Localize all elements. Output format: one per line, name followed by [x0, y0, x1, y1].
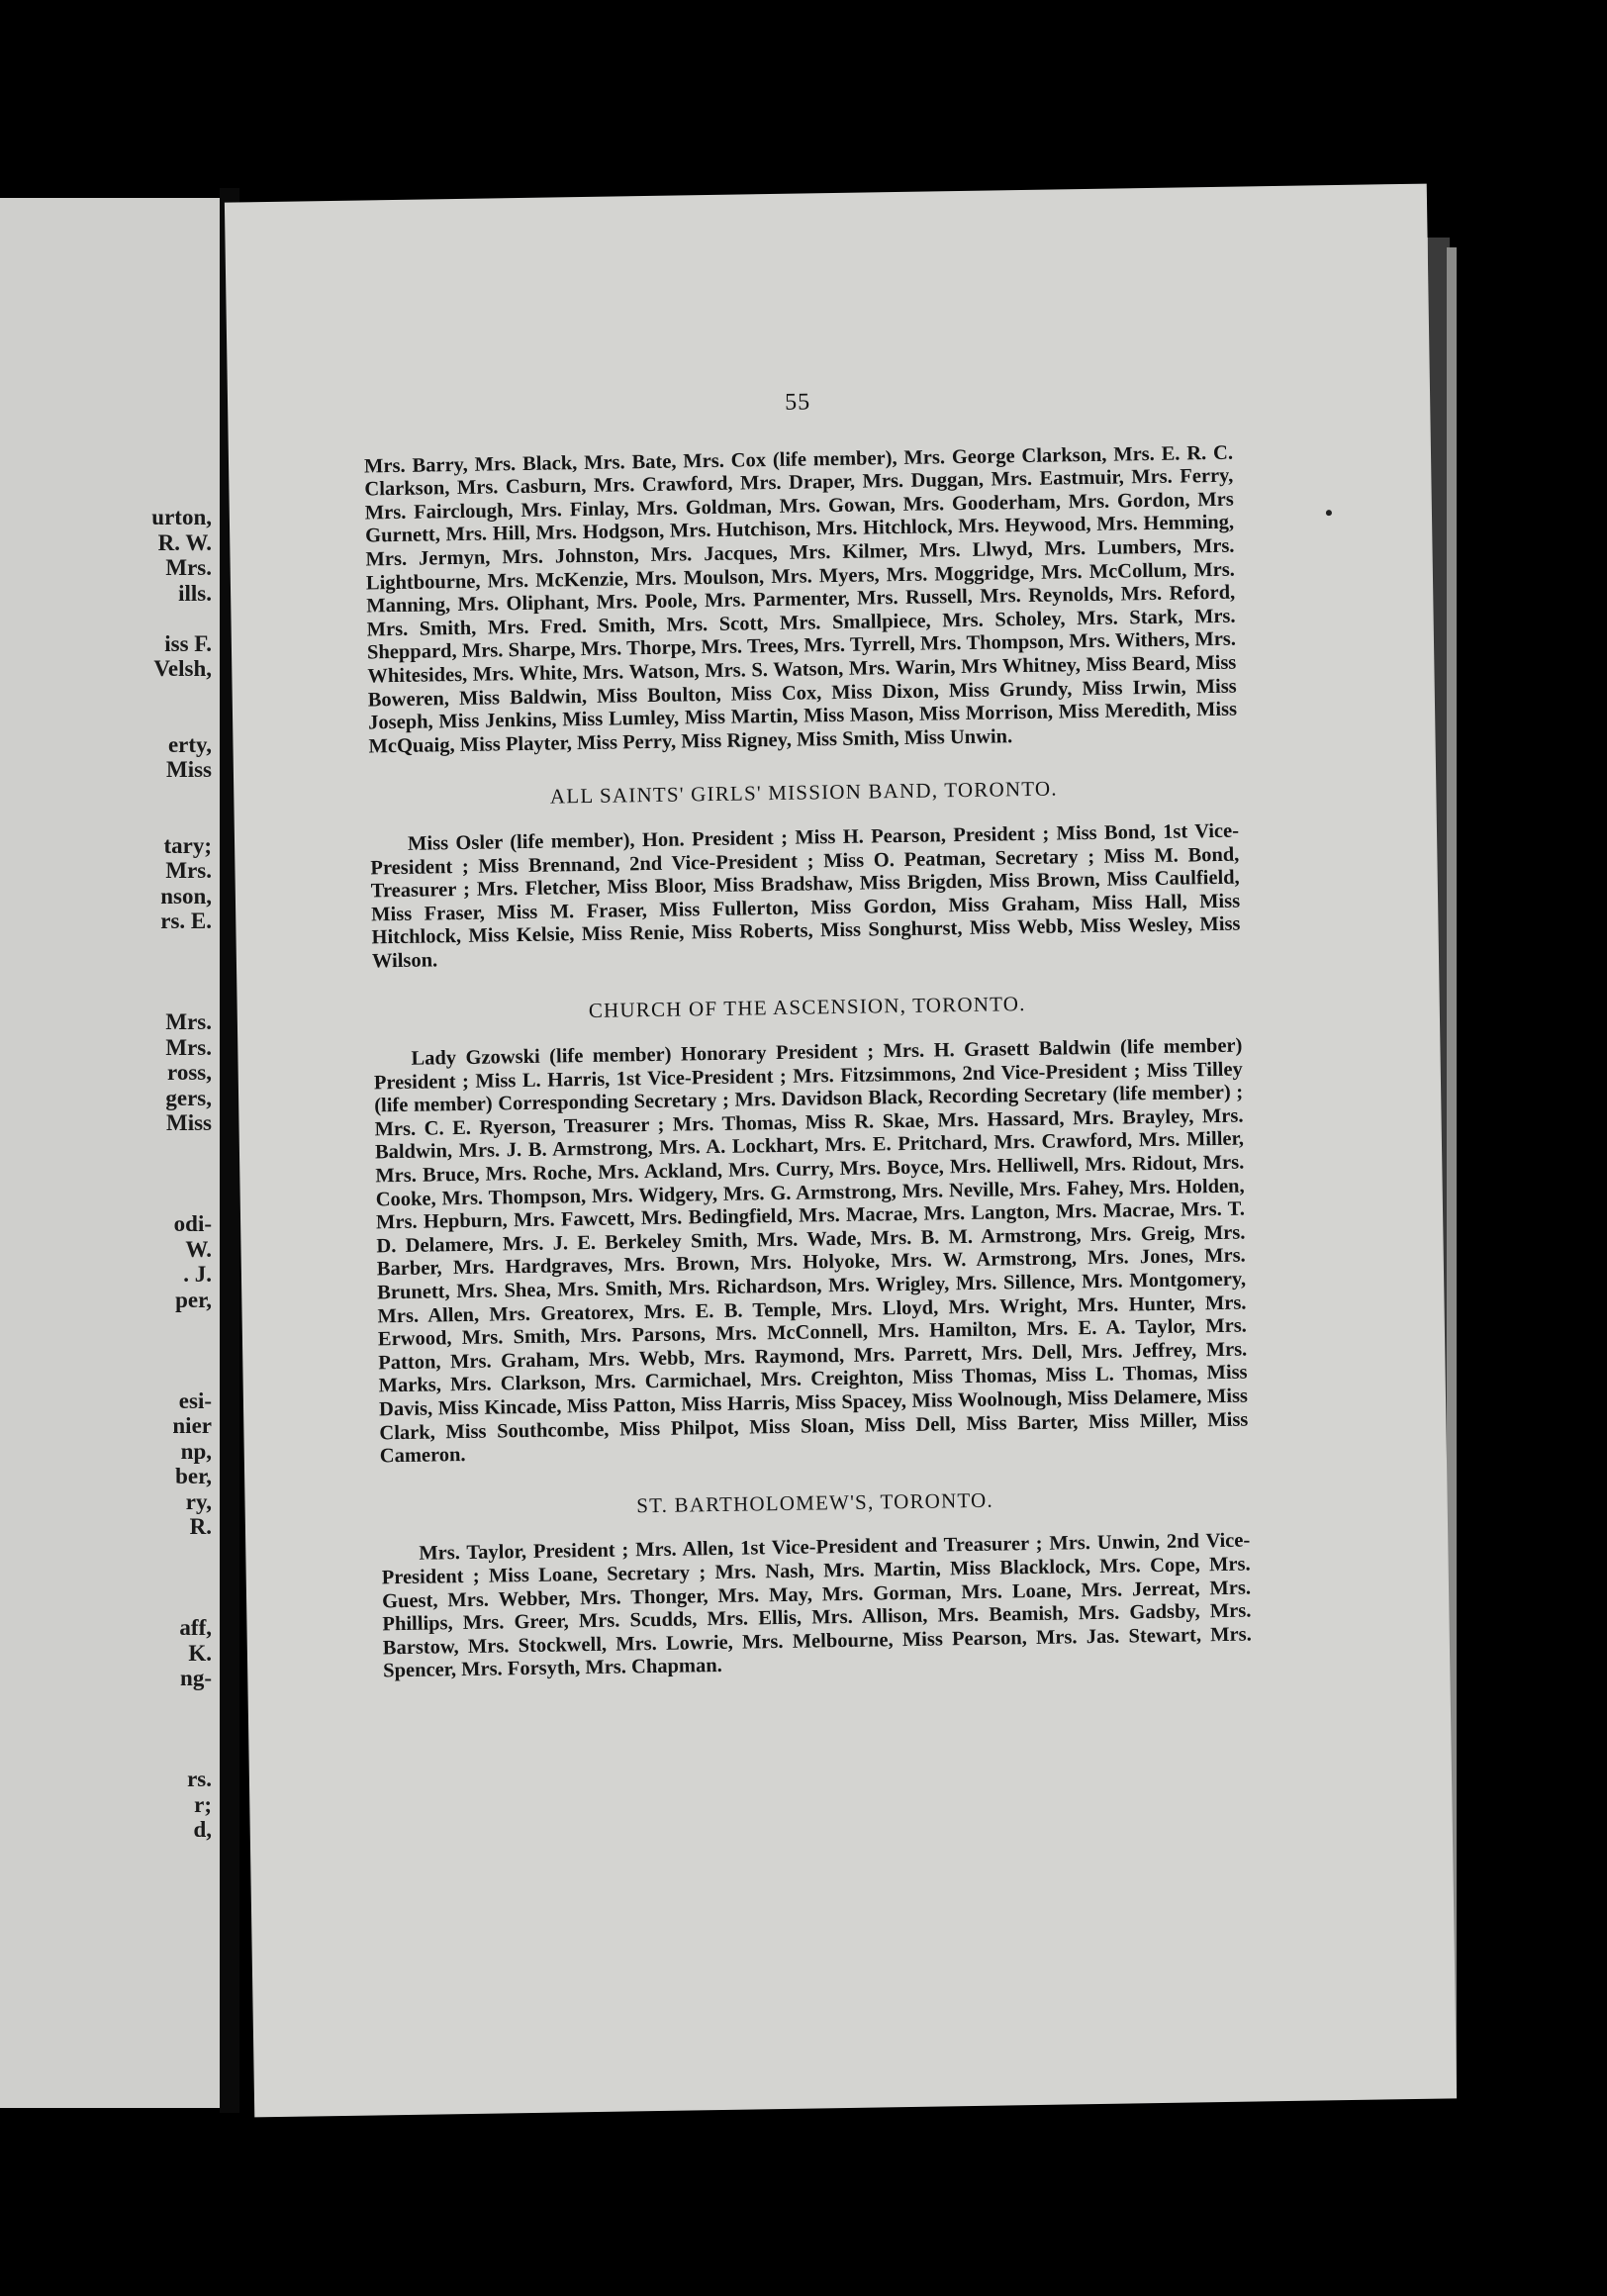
left-page-line: R. W.: [157, 529, 212, 555]
left-page-line: d,: [193, 1817, 212, 1842]
left-page-line: aff,: [179, 1615, 212, 1640]
left-page-line: np,: [180, 1438, 212, 1464]
left-page-line: iss F.: [164, 630, 212, 656]
left-page-line: Mrs.: [165, 555, 212, 580]
left-page-line: Miss: [166, 757, 212, 782]
members-list-all-saints: Miss Osler (life member), Hon. President ; Miss H. Pearson, President ; Miss Bond, 1st Vice-President ; Miss Brennand, 2nd Vice-President ; Miss O. Peatman, Secretary ; Miss M. Bond, Treasurer ; Mrs. Fletcher, Miss Bloor, Miss Bradshaw, Miss Brigden, Miss Brown, Miss Caulfield, Miss Fraser, Miss M. Fraser, Miss Fullerton, Miss Gordon, Miss Graham, Miss Hall, Miss Hitchlock, Miss Kelsie, Miss Renie, Miss Roberts, Miss Songhurst, Miss Webb, Miss Wesley, Miss Wilson.: [370, 819, 1241, 973]
left-page-line: tary;: [163, 832, 212, 858]
left-page-line: Mrs.: [165, 1034, 212, 1060]
left-page-line: ber,: [175, 1464, 212, 1488]
left-page-line: Mrs.: [165, 858, 212, 883]
members-list-ascension: Lady Gzowski (life member) Honorary President ; Mrs. H. Grasett Baldwin (life member) President ; Miss L. Harris, 1st Vice-President ; Mrs. Fitzsimmons, 2nd Vice-President ; Miss Tilley (life member) Corresponding Secretary ; Mrs. Davidson Black, Recording Secretary (life member) ; Mrs. C. E. Ryerson, Treasurer ; Mrs. Thomas, Miss R. Skae, Mrs. Hassard, Mrs. Brayley, Mrs. Baldwin, Mrs. J. B. Armstrong, Mrs. A. Lockhart, Mrs. E. Pritchard, Mrs. Crawford, Mrs. Miller, Mrs. Bruce, Mrs. Roche, Mrs. Ackland, Mrs. Curry, Mrs. Boyce, Mrs. Helliwell, Mrs. Ridout, Mrs. Cooke, Mrs. Thompson, Mrs. Widgery, Mrs. G. Armstrong, Mrs. Neville, Mrs. Fahey, Mrs. Holden, Mrs. Hepburn, Mrs. Fawcett, Mrs. Bedingfield, Mrs. Macrae, Mrs. Langton, Mrs. Macrae, Mrs. T. D. Delamere, Mrs. J. E. Berkeley Smith, Mrs. Wade, Mrs. B. M. Armstrong, Mrs. Greig, Mrs. Barber, Mrs. Hardgraves, Mrs. Brown, Mrs. Holyoke, Mrs. W. Armstrong, Mrs. Jones, Mrs. Brunett, Mrs. Shea, Mrs. Smith, Mrs. Richardson, Mrs. Wrigley, Mrs. Sillence, Mrs. Montgomery, Mrs. Allen, Mrs. Greatorex, Mrs. E. B. Temple, Mrs. Lloyd, Mrs. Wright, Mrs. Hunter, Mrs. Erwood, Mrs. Smith, Mrs. Parsons, Mrs. McConnell, Mrs. Hamilton, Mrs. E. A. Taylor, Mrs. Patton, Mrs. Graham, Mrs. Webb, Mrs. Raymond, Mrs. Parrett, Mrs. Dell, Mrs. Jeffrey, Mrs. Marks, Mrs. Clarkson, Mrs. Carmichael, Mrs. Creighton, Miss Thomas, Miss L. Thomas, Miss Davis, Miss Kincade, Miss Patton, Miss Harris, Miss Spacey, Miss Woolnough, Miss Delamere, Miss Clark, Miss Southcombe, Miss Philpot, Miss Sloan, Miss Dell, Miss Barter, Miss Miller, Miss Cameron.: [373, 1034, 1249, 1468]
left-page-line: esi-: [178, 1387, 212, 1413]
members-list-opening: Mrs. Barry, Mrs. Black, Mrs. Bate, Mrs. Cox (life member), Mrs. George Clarkson, Mrs. E. R. C. Clarkson, Mrs. Casburn, Mrs. Crawford, Mrs. Draper, Mrs. Duggan, Mrs. Eastmuir, Mrs. Ferry, Mrs. Fairclough, Mrs. Finlay, Mrs. Goldman, Mrs. Gowan, Mrs. Gooderham, Mrs. Gordon, Mrs Gurnett, Mrs. Hill, Mrs. Hodgson, Mrs. Hutchison, Mrs. Hitchlock, Mrs. Heywood, Mrs. Hemming, Mrs. Jermyn, Mrs. Johnston, Mrs. Jacques, Mrs. Kilmer, Mrs. Llwyd, Mrs. Lumbers, Mrs. Lightbourne, Mrs. McKenzie, Mrs. Moulson, Mrs. Myers, Mrs. Moggridge, Mrs. McCollum, Mrs. Manning, Mrs. Oliphant, Mrs. Poole, Mrs. Parmenter, Mrs. Russell, Mrs. Reynolds, Mrs. Reford, Mrs. Smith, Mrs. Fred. Smith, Mrs. Scott, Mrs. Smallpiece, Mrs. Scholey, Mrs. Stark, Mrs. Sheppard, Mrs. Sharpe, Mrs. Thorpe, Mrs. Trees, Mrs. Tyrrell, Mrs. Thompson, Mrs. Withers, Mrs. Whitesides, Mrs. White, Mrs. Watson, Mrs. S. Watson, Mrs. Warin, Mrs Whitney, Miss Beard, Miss Boweren, Miss Baldwin, Miss Boulton, Miss Cox, Miss Dixon, Miss Grundy, Miss Irwin, Miss Joseph, Miss Jenkins, Miss Lumley, Miss Martin, Miss Mason, Miss Morrison, Miss Meredith, Miss McQuaig, Miss Playter, Miss Perry, Miss Rigney, Miss Smith, Miss Unwin.: [363, 441, 1238, 758]
page-number: 55: [784, 389, 811, 416]
left-page-line: Velsh,: [153, 656, 212, 681]
left-page-line: ross,: [167, 1060, 212, 1085]
left-page-line: W.: [185, 1236, 212, 1262]
left-page-line: ry,: [185, 1488, 212, 1514]
section-heading-st-bartholomew: ST. BARTHOLOMEW'S, TORONTO.: [636, 1487, 994, 1518]
left-page-line: rs. E.: [160, 909, 212, 933]
left-page-line: gers,: [165, 1085, 212, 1110]
left-page-line: ills.: [178, 580, 212, 606]
section-heading-all-saints: ALL SAINTS' GIRLS' MISSION BAND, TORONTO.: [549, 776, 1058, 809]
left-page-line: nier: [172, 1413, 212, 1438]
page-content: [363, 385, 1252, 1684]
members-list-st-bartholomew: Mrs. Taylor, President ; Mrs. Allen, 1st Vice-President and Treasurer ; Mrs. Unwin, 2nd Vice-President ; Miss Loane, Secretary ; Mrs. Nash, Mrs. Martin, Miss Blacklock, Mrs. Cope, Mrs. Guest, Mrs. Webber, Mrs. Thonger, Mrs. May, Mrs. Gorman, Mrs. Loane, Mrs. Jerreat, Mrs. Phillips, Mrs. Greer, Mrs. Scudds, Mrs. Ellis, Mrs. Allison, Mrs. Beamish, Mrs. Gadsby, Mrs. Barstow, Mrs. Stockwell, Mrs. Lowrie, Mrs. Melbourne, Miss Pearson, Mrs. Jas. Stewart, Mrs. Spencer, Mrs. Forsyth, Mrs. Chapman.: [381, 1529, 1252, 1682]
left-page-line: . J.: [183, 1262, 212, 1287]
section-heading-ascension: CHURCH OF THE ASCENSION, TORONTO.: [588, 992, 1026, 1023]
ink-speck: [1326, 510, 1332, 516]
left-page-line: Miss: [166, 1110, 212, 1135]
left-page-line: r;: [194, 1791, 212, 1817]
right-page: [225, 184, 1457, 2118]
left-page-line: urton,: [151, 505, 212, 529]
left-page-line: rs.: [187, 1767, 212, 1791]
left-page-line: odi-: [173, 1211, 212, 1236]
left-page-line: per,: [175, 1287, 212, 1312]
left-page-line: R.: [189, 1514, 212, 1539]
left-page-line: ng-: [180, 1666, 212, 1690]
left-page-line: erty,: [167, 731, 212, 757]
left-page-line: Mrs.: [165, 1009, 212, 1034]
left-page-fragment: [0, 198, 220, 2108]
left-page-line: K.: [188, 1640, 212, 1666]
left-page-line: nson,: [160, 883, 212, 909]
